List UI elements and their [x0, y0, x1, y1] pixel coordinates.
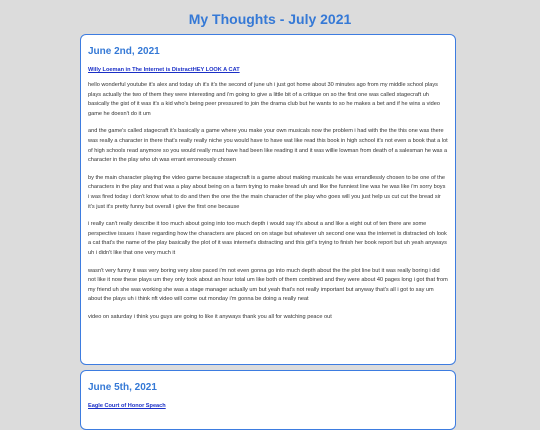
entry-paragraph: and the game's called stagecraft it's basically a game where you make your own musicals now the problem i had with the the this one was there was really a character in there that's really really niche you would have to have wat like read this book in high school it's not even a book that a lot of high schools read anymore so you would really must have had been like reading it and it was willie lowman from death of a salesman he was a character in the play who uh was errant erroneously chosen	[88, 128, 448, 164]
entry-card	[80, 370, 456, 430]
entry-paragraph: video on saturday i think you guys are going to like it anyways thank you all for watching peace out	[88, 313, 332, 320]
entry-date: June 2nd, 2021	[88, 46, 160, 57]
entry-title-link[interactable]: Eagle Court of Honor Speach	[88, 403, 166, 409]
entry-paragraph: i really can't really describe it too much about going into too much depth i would say it's about a and like a eight out of ten there are some perspective issues i have regarding how the characters are placed on on stage but whatever uh second one was the internet is distracted oh look a cat that's the name of the play basically the plot of it was internet's distracting and this girl's trying to finish her book report but uh yeah anyways uh i didn't like that one very much it	[88, 221, 447, 256]
entry-date: June 5th, 2021	[88, 382, 157, 393]
entry-title-link[interactable]: Willy Loeman in The Internet is DistractHEY LOOK A CAT	[88, 67, 240, 73]
entry-paragraph: hello wonderful youtube it's alex and today uh it's it's the second of june uh i just got home about 30 minutes ago from my middle school plays plays actually the two of them they were interesting and i'm going to give a little bit of a critique on so the first one was called stagecraft uh basically the gist of it was it's a kid who's being peer pressured to join the drama club but he wants to so he makes a bet and if he wins a video game he doesn't do it um	[88, 82, 440, 117]
entry-paragraph: wasn't very funny it was very boring very slow paced i'm not even gonna go into much depth about the the plot line but it was really boring i did not like it now these plays um they only took about an hour total um like both of them combined and they were about 40 pages long i got that from my friend uh she was working she was a stage manager actually um but yeah that's not really important but anyway that's all i got to say um about the plays uh i think nft video will come out monday i'm gonna be doing a really neat	[88, 267, 448, 303]
entry-paragraph: by the main character playing the video game because stagecraft is a game about making musicals he was errandlessly chosen to be one of the characters in the play and that was a play about being on a farm trying to make bread uh and like the funniest line was he was like i'm sorry boys i was fired today i don't know what to do and then the one the the main character of the play who goes will you just help us cut cut the bread sir it's just it's pretty funny but overall i give the first one because	[88, 174, 446, 210]
page-title: My Thoughts - July 2021	[188, 11, 352, 27]
entry-card	[80, 34, 456, 365]
